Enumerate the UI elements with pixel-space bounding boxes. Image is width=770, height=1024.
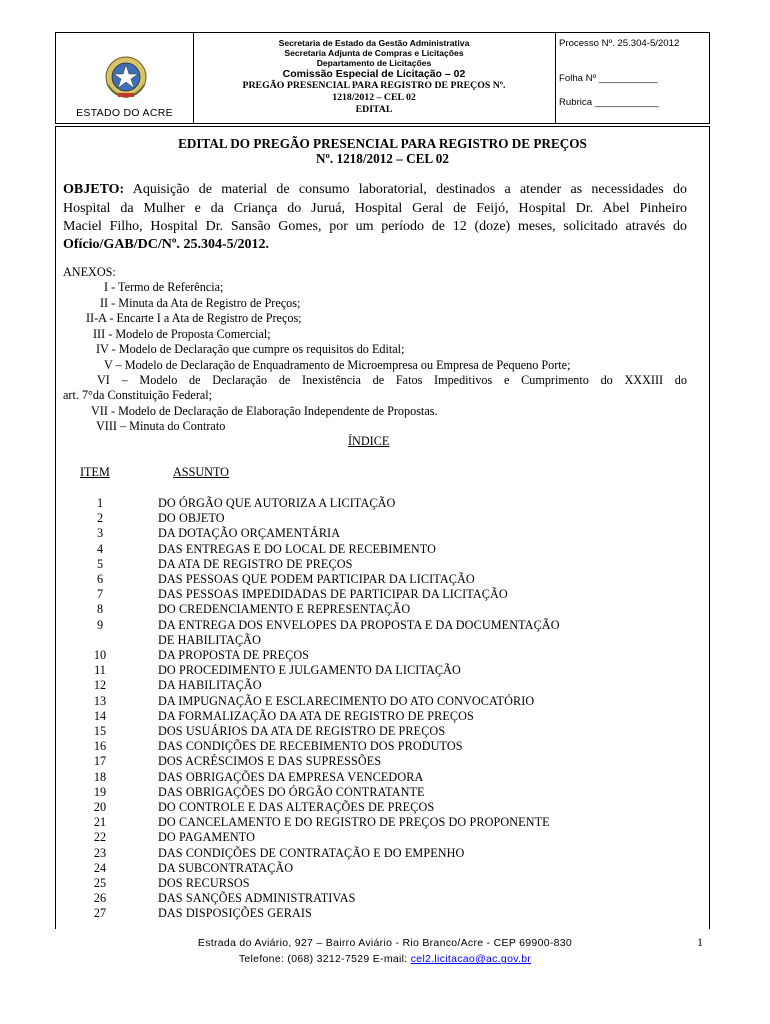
indice-item-subject: DA ATA DE REGISTRO DE PREÇOS — [158, 556, 353, 571]
indice-item-number: 11 — [94, 663, 106, 678]
indice-item-number: 25 — [93, 876, 107, 890]
edital-line: EDITAL — [355, 104, 393, 115]
indice-item-subject: DAS PESSOAS IMPEDIDADAS DE PARTICIPAR DA LICITAÇÃO — [158, 587, 508, 602]
indice-item-subject: DAS OBRIGAÇÕES DO ÓRGÃO CONTRATANTE — [158, 784, 425, 799]
indice-item-subject: DAS CONDIÇÕES DE CONTRATAÇÃO E DO EMPENHO — [158, 845, 465, 860]
indice-item-subject: DA PROPOSTA DE PREÇOS — [158, 648, 310, 662]
objeto-line-3: Maciel Filho, Hospital Dr. Sansão Gomes, por um período de 12 (doze) meses, solicitado através do — [63, 219, 687, 234]
indice-item-number: 2 — [96, 511, 104, 526]
indice-item-number: 21 — [93, 815, 107, 830]
anexo-item: VI – Modelo de Declaração de Inexistência de Fatos Impeditivos e Cumprimento do XXXIII do — [97, 373, 687, 387]
indice-item-number: 15 — [93, 724, 107, 738]
indice-item-subject: DA FORMALIZAÇÃO DA ATA DE REGISTRO DE PREÇOS — [158, 708, 474, 723]
indice-item-subject: DAS CONDIÇÕES DE RECEBIMENTO DOS PRODUTOS — [158, 739, 463, 754]
indice-item-subject: DA DOTAÇÃO ORÇAMENTÁRIA — [158, 526, 341, 541]
indice-item-number: 27 — [93, 906, 107, 921]
indice-item-number: 4 — [96, 541, 104, 556]
state-name-label: ESTADO DO ACRE — [76, 107, 173, 119]
indice-item-number: 20 — [93, 800, 107, 814]
indice-item-number: 3 — [96, 526, 104, 541]
indice-item-number: 1 — [96, 496, 104, 510]
objeto-line-2: Hospital da Mulher e da Criança do Juruá, Hospital Geral de Feijó, Hospital Dr. Abel Pinheiro — [63, 201, 687, 216]
indice-item-subject: DOS USUÁRIOS DA ATA DE REGISTRO DE PREÇOS — [158, 724, 446, 738]
secretariat-line: Secretaria de Estado da Gestão Administrativa — [278, 38, 470, 48]
indice-item-subject: DOS ACRÉSCIMOS E DAS SUPRESSÕES — [158, 754, 382, 769]
indice-item-subject: DOS RECURSOS — [158, 876, 250, 890]
indice-item-number: 16 — [93, 739, 107, 754]
department-line: Departamento de Licitações — [316, 58, 432, 68]
indice-item-subject: DAS OBRIGAÇÕES DA EMPRESA VENCEDORA — [158, 769, 424, 784]
indice-item-subject: DO ÓRGÃO QUE AUTORIZA A LICITAÇÃO — [158, 496, 396, 510]
anexo-item: V – Modelo de Declaração de Enquadramento de Microempresa ou Empresa de Pequeno Porte; — [104, 358, 571, 372]
header-title-cell — [193, 33, 556, 123]
folha-field: Folha Nº ___________ — [559, 73, 658, 84]
indice-item-subject: DO OBJETO — [158, 511, 225, 526]
indice-item-number: 6 — [96, 572, 104, 586]
rubrica-field: Rubrica ____________ — [559, 97, 659, 108]
indice-item-number: 19 — [93, 784, 107, 799]
anexo-item: II - Minuta da Ata de Registro de Preços; — [100, 296, 301, 310]
anexo-item: IV - Modelo de Declaração que cumpre os requisitos do Edital; — [96, 342, 405, 356]
pregao-line-2: 1218/2012 – CEL 02 — [332, 92, 416, 103]
indice-title: ÍNDICE — [348, 434, 390, 448]
indice-col-assunto: ASSUNTO — [173, 465, 229, 479]
objeto-line-1 — [63, 180, 687, 199]
indice-item-number: 12 — [93, 678, 107, 693]
indice-item-subject: DAS ENTREGAS E DO LOCAL DE RECEBIMENTO — [158, 541, 437, 556]
adjunct-secretariat-line: Secretaria Adjunta de Compras e Licitações — [284, 48, 464, 58]
edital-title-line-2: Nº. 1218/2012 – CEL 02 — [316, 151, 449, 166]
indice-item-number: 26 — [93, 891, 107, 906]
indice-item-subject: DO CREDENCIAMENTO E REPRESENTAÇÃO — [158, 602, 411, 617]
anexo-item: I - Termo de Referência; — [104, 280, 224, 294]
indice-item-number: 17 — [93, 754, 107, 769]
edital-title-line-1: EDITAL DO PREGÃO PRESENCIAL PARA REGISTRO DE PREÇOS — [178, 136, 587, 151]
indice-item-subject: DA HABILITAÇÃO — [158, 678, 262, 693]
indice-item-subject: DA SUBCONTRATAÇÃO — [158, 860, 294, 875]
header-logo-cell — [56, 33, 194, 123]
indice-item-number: 13 — [93, 693, 107, 708]
header-process-cell — [555, 33, 709, 123]
indice-item-number: 8 — [96, 602, 104, 617]
process-number: Processo Nº. 25.304-5/2012 — [559, 38, 680, 49]
indice-item-number: 23 — [93, 845, 107, 860]
anexo-item: VII - Modelo de Declaração de Elaboração Independente de Propostas. — [91, 404, 438, 418]
footer-phone: Telefone: (068) 3212-7529 E-mail: — [238, 953, 408, 965]
commission-line: Comissão Especial de Licitação – 02 — [282, 68, 466, 80]
indice-item-subject: DO CONTROLE E DAS ALTERAÇÕES DE PREÇOS — [158, 800, 435, 814]
indice-item-subject: DAS SANÇÕES ADMINISTRATIVAS — [158, 891, 356, 906]
anexo-item-continuation: art. 7°da Constituição Federal; — [63, 388, 213, 402]
indice-item-subject: DA ENTREGA DOS ENVELOPES DA PROPOSTA E DA DOCUMENTAÇÃO — [158, 617, 560, 632]
indice-item-number: 7 — [96, 587, 104, 602]
indice-item-number: 22 — [93, 830, 107, 845]
footer-address: Estrada do Aviário, 927 – Bairro Aviário - Rio Branco/Acre - CEP 69900-830 — [197, 937, 573, 949]
objeto-label: OBJETO: — [63, 182, 125, 197]
indice-item-number: 9 — [96, 617, 104, 632]
state-coat-of-arms-icon — [104, 55, 148, 99]
indice-item-number: 5 — [96, 556, 104, 571]
indice-item-subject: DE HABILITAÇÃO — [158, 632, 261, 647]
indice-item-subject: DAS PESSOAS QUE PODEM PARTICIPAR DA LICITAÇÃO — [158, 572, 475, 586]
indice-item-subject: DO PROCEDIMENTO E JULGAMENTO DA LICITAÇÃO — [158, 663, 461, 678]
anexo-item: II-A - Encarte I a Ata de Registro de Preços; — [86, 311, 302, 325]
anexo-item: VIII – Minuta do Contrato — [96, 419, 226, 433]
footer-email-link[interactable]: cel2.licitacao@ac.gov.br — [410, 953, 532, 965]
objeto-text-1: Aquisição de material de consumo laboratorial, destinados a atender as necessidades do — [132, 182, 687, 197]
indice-item-number: 18 — [93, 769, 107, 784]
page-number: 1 — [697, 935, 703, 949]
indice-item-subject: DO PAGAMENTO — [158, 830, 256, 845]
indice-col-item: ITEM — [80, 465, 110, 479]
anexo-item: III - Modelo de Proposta Comercial; — [93, 327, 271, 341]
objeto-line-4: Ofício/GAB/DC/Nº. 25.304-5/2012. — [63, 237, 270, 252]
indice-item-subject: DAS DISPOSIÇÕES GERAIS — [158, 906, 312, 921]
indice-item-number: 14 — [93, 708, 107, 723]
indice-item-subject: DA IMPUGNAÇÃO E ESCLARECIMENTO DO ATO CONVOCATÓRIO — [158, 693, 535, 708]
anexos-label: ANEXOS: — [63, 265, 116, 279]
indice-item-number: 10 — [93, 648, 107, 662]
document-header — [55, 32, 710, 124]
indice-item-number: 24 — [93, 860, 107, 875]
indice-item-subject: DO CANCELAMENTO E DO REGISTRO DE PREÇOS DO PROPONENTE — [158, 815, 550, 830]
footer-contact — [0, 953, 770, 965]
pregao-line-1: PREGÃO PRESENCIAL PARA REGISTRO DE PREÇOS Nº. — [242, 80, 506, 91]
